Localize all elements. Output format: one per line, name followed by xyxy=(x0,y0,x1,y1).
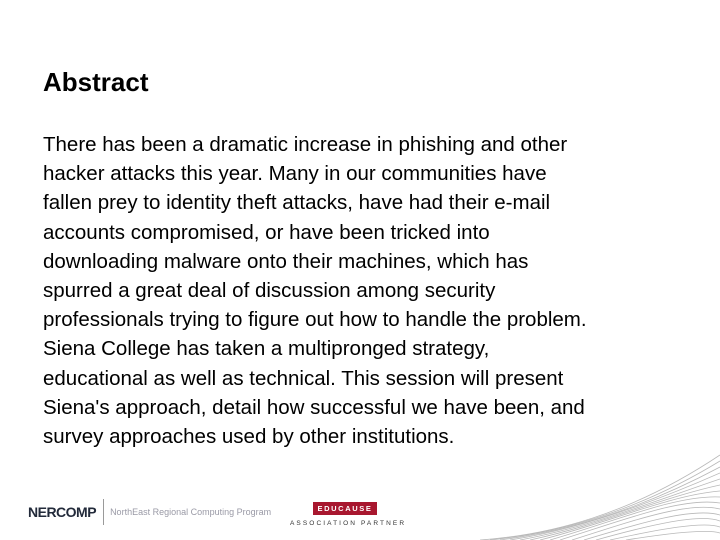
abstract-line: accounts compromised, or have been tricked into xyxy=(43,220,490,244)
abstract-line: hacker attacks this year. Many in our communities have xyxy=(43,162,547,186)
abstract-line: survey approaches used by other institutions. xyxy=(43,425,455,449)
abstract-line: professionals trying to figure out how to handle the problem. xyxy=(43,308,587,332)
abstract-line: educational as well as technical. This session will present xyxy=(43,366,564,390)
slide-title: Abstract xyxy=(43,67,149,97)
abstract-text xyxy=(43,130,703,451)
logo-divider xyxy=(103,499,104,525)
nercomp-tagline: NorthEast Regional Computing Program xyxy=(110,507,272,517)
nercomp-wordmark: NERCOMP xyxy=(28,504,97,520)
abstract-line: spurred a great deal of discussion among security xyxy=(43,279,496,303)
educause-wordmark: EDUCAUSE xyxy=(313,502,377,515)
abstract-line: Siena College has taken a multipronged strategy, xyxy=(43,337,490,361)
nercomp-logo xyxy=(28,497,271,527)
abstract-line: downloading malware onto their machines, which has xyxy=(43,249,529,273)
abstract-line: fallen prey to identity theft attacks, have had their e-mail xyxy=(43,191,551,215)
decorative-swirl xyxy=(480,445,720,540)
association-partner-label: ASSOCIATION PARTNER xyxy=(290,520,407,527)
educause-logo xyxy=(290,502,407,532)
abstract-line: Siena's approach, detail how successful we have been, and xyxy=(43,395,585,419)
abstract-line: There has been a dramatic increase in phishing and other xyxy=(43,133,568,156)
